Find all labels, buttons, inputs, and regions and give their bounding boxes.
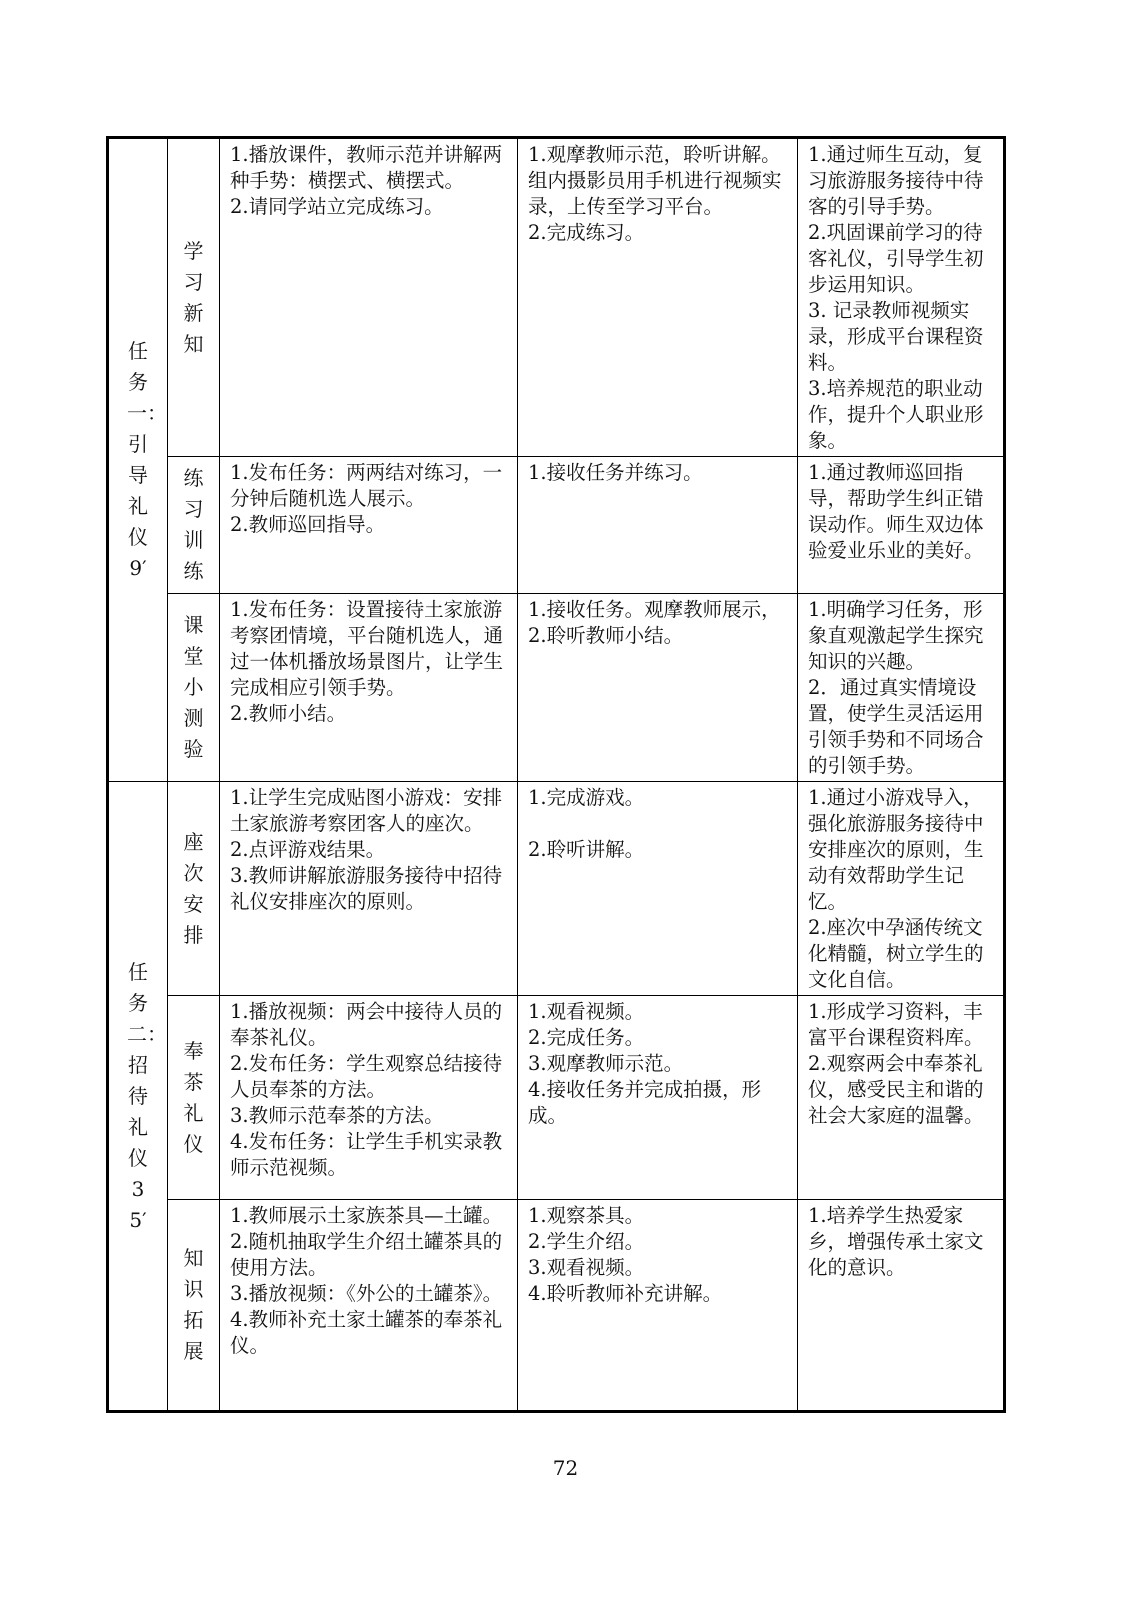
- stage-name: 课堂小测验: [183, 613, 204, 761]
- stage-name-cell: [168, 1200, 220, 1412]
- cell-line: 1.播放视频：两会中接待人员的奉茶礼仪。: [230, 1000, 503, 1049]
- teacher-activity-cell: [220, 457, 518, 594]
- cell-line: 2．通过真实情境设置，使学生灵活运用引领手势和不同场合的引领手势。: [808, 676, 984, 777]
- cell-line: 2.学生介绍。: [528, 1230, 645, 1253]
- teacher-activity-cell: [220, 996, 518, 1200]
- cell-line: 2.巩固课前学习的待客礼仪，引导学生初步运用知识。: [808, 221, 984, 296]
- stage-name-cell: [168, 457, 220, 594]
- stage-name-cell: [168, 138, 220, 457]
- stage-name: 知识拓展: [183, 1246, 204, 1363]
- cell-line: 1.接收任务并练习。: [528, 461, 703, 484]
- cell-line: 1.培养学生热爱家乡，增强传承土家文化的意识。: [808, 1204, 984, 1279]
- cell-line: 2.点评游戏结果。: [230, 838, 386, 861]
- cell-line: 1.形成学习资料，丰富平台课程资料库。: [808, 1000, 984, 1049]
- cell-line: 2.发布任务：学生观察总结接待人员奉茶的方法。: [230, 1052, 503, 1101]
- stage-name: 奉茶礼仪: [183, 1038, 204, 1156]
- design-intent-cell: [798, 138, 1005, 457]
- design-intent-cell: [798, 996, 1005, 1200]
- lesson-plan-table: [106, 136, 1006, 1413]
- teacher-activity-cell: [220, 594, 518, 782]
- cell-line: 1.观察茶具。: [528, 1204, 645, 1227]
- cell-line: 1.通过师生互动，复习旅游服务接待中待客的引导手势。: [808, 143, 984, 218]
- cell-line: [528, 811, 789, 837]
- cell-line: 2.聆听讲解。: [528, 838, 645, 861]
- table-row: [108, 996, 1005, 1200]
- cell-line: 2.完成练习。: [528, 221, 645, 244]
- cell-line: 1.观摩教师示范，聆听讲解。组内摄影员用手机进行视频实录，上传至学习平台。: [528, 143, 782, 218]
- cell-line: 4.发布任务：让学生手机实录教师示范视频。: [230, 1130, 503, 1179]
- table-row: [108, 782, 1005, 996]
- page-number: 72: [552, 1456, 579, 1480]
- cell-line: 3.培养规范的职业动作，提升个人职业形象。: [808, 377, 984, 452]
- table-body: [108, 138, 1005, 1412]
- cell-line: 3.观看视频。: [528, 1256, 645, 1279]
- stage-name: 座次安排: [183, 829, 204, 947]
- cell-line: 4.聆听教师补充讲解。: [528, 1282, 723, 1305]
- stage-name: 学习新知: [183, 238, 204, 356]
- teacher-activity-cell: [220, 1200, 518, 1412]
- task-label-cell: [108, 138, 168, 782]
- teacher-activity-cell: [220, 782, 518, 996]
- student-activity-cell: [518, 594, 798, 782]
- cell-line: 3. 记录教师视频实录，形成平台课程资料。: [808, 299, 984, 374]
- stage-name: 练习训练: [183, 466, 204, 583]
- table-row: [108, 594, 1005, 782]
- cell-line: 2.座次中孕涵传统文化精髓，树立学生的文化自信。: [808, 916, 984, 991]
- cell-line: 2.随机抽取学生介绍土罐茶具的使用方法。: [230, 1230, 503, 1279]
- cell-line: 1.接收任务。观摩教师展示，: [528, 598, 781, 621]
- cell-line: 1.教师展示土家族茶具—土罐。: [230, 1204, 503, 1227]
- cell-line: 2.教师巡回指导。: [230, 513, 386, 536]
- cell-line: 4.接收任务并完成拍摄，形成。: [528, 1078, 762, 1127]
- task-label: 任务一：引导礼仪9′: [127, 339, 167, 580]
- cell-line: 1.通过小游戏导入，强化旅游服务接待中安排座次的原则，生动有效帮助学生记忆。: [808, 786, 984, 913]
- cell-line: 1.通过教师巡回指导，帮助学生纠正错误动作。师生双边体验爱业乐业的美好。: [808, 461, 984, 562]
- cell-line: 1.让学生完成贴图小游戏：安排土家旅游考察团客人的座次。: [230, 786, 503, 835]
- student-activity-cell: [518, 138, 798, 457]
- student-activity-cell: [518, 996, 798, 1200]
- task-label: 任务二：招待礼仪35′: [127, 959, 167, 1232]
- cell-line: 3.教师示范奉茶的方法。: [230, 1104, 444, 1127]
- design-intent-cell: [798, 457, 1005, 594]
- task-label-cell: [108, 782, 168, 1412]
- cell-line: 2.完成任务。: [528, 1026, 645, 1049]
- cell-line: 4.教师补充土家土罐茶的奉茶礼仪。: [230, 1308, 503, 1357]
- teacher-activity-cell: [220, 138, 518, 457]
- student-activity-cell: [518, 457, 798, 594]
- cell-line: 2.教师小结。: [230, 702, 347, 725]
- table-row: [108, 1200, 1005, 1412]
- cell-line: 3.观摩教师示范。: [528, 1052, 684, 1075]
- cell-line: 2.请同学站立完成练习。: [230, 195, 444, 218]
- cell-line: 1.明确学习任务，形象直观激起学生探究知识的兴趣。: [808, 598, 984, 673]
- table-row: [108, 457, 1005, 594]
- cell-line: 1.完成游戏。: [528, 786, 645, 809]
- cell-line: 1.发布任务：设置接待土家旅游考察团情境，平台随机选人，通过一体机播放场景图片，让学生完成相应引领手势。: [230, 598, 504, 699]
- stage-name-cell: [168, 782, 220, 996]
- cell-line: 1.观看视频。: [528, 1000, 645, 1023]
- cell-line: 1.播放课件，教师示范并讲解两种手势：横摆式、横摆式。: [230, 143, 503, 192]
- cell-line: 2.观察两会中奉茶礼仪，感受民主和谐的社会大家庭的温馨。: [808, 1052, 984, 1127]
- design-intent-cell: [798, 1200, 1005, 1412]
- stage-name-cell: [168, 996, 220, 1200]
- cell-line: 2.聆听教师小结。: [528, 624, 684, 647]
- stage-name-cell: [168, 594, 220, 782]
- student-activity-cell: [518, 782, 798, 996]
- student-activity-cell: [518, 1200, 798, 1412]
- table-row: [108, 138, 1005, 457]
- design-intent-cell: [798, 594, 1005, 782]
- cell-line: 1.发布任务：两两结对练习，一分钟后随机选人展示。: [230, 461, 503, 510]
- cell-line: 3.播放视频：《外公的土罐茶》。: [230, 1282, 503, 1305]
- cell-line: 3.教师讲解旅游服务接待中招待礼仪安排座次的原则。: [230, 864, 503, 913]
- design-intent-cell: [798, 782, 1005, 996]
